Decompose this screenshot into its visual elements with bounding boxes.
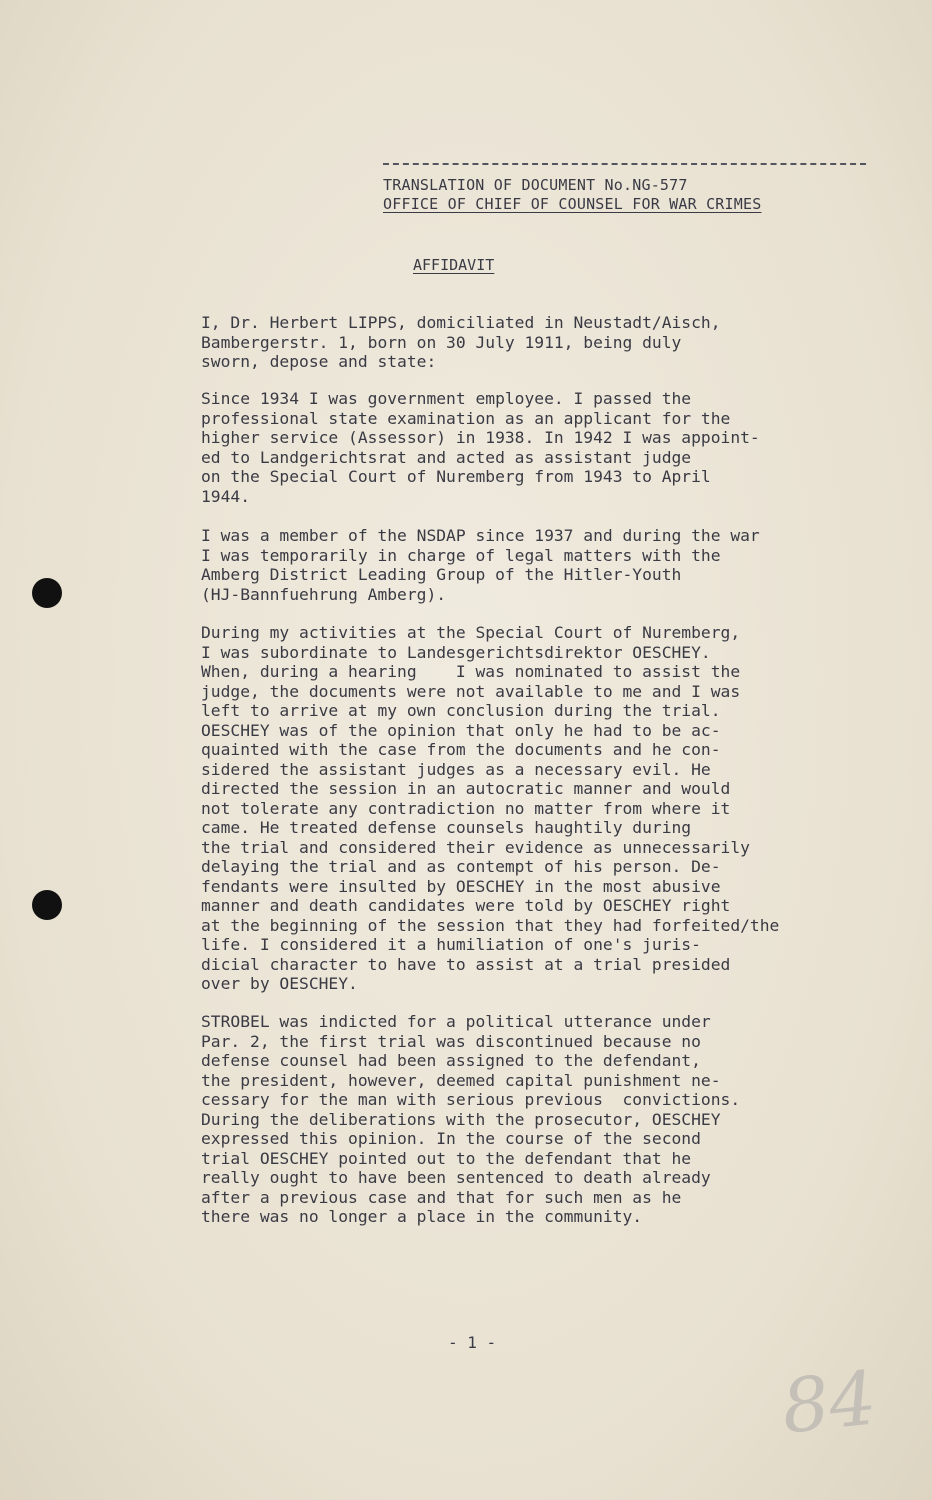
- punch-hole: [32, 890, 62, 920]
- office-header: OFFICE OF CHIEF OF COUNSEL FOR WAR CRIMES: [383, 195, 762, 213]
- paragraph-membership: I was a member of the NSDAP since 1937 and during the war I was temporarily in charge of legal matters with the Amberg District Leading Group of the Hitler-Youth (HJ-Bannfuehrung Amberg).: [201, 526, 760, 604]
- affidavit-title: AFFIDAVIT: [413, 256, 495, 274]
- punch-hole: [32, 578, 62, 608]
- paragraph-special-court: During my activities at the Special Court of Nuremberg, I was subordinate to Landesgerichtsdirektor OESCHEY. When, during a hearing I was nominated to assist the judge, the documents were not available to me and I was left to arrive at my own conclusion during the trial. OESCHEY was of the opinion that only he had to be ac- quainted with the case from the documents and he con- sidered the assistant judges as a necessary evil. He directed the session in an autocratic manner and would not tolerate any contradiction no matter from where it came. He treated defense counsels haughtily during the trial and considered their evidence as unnecessarily delaying the trial and as contempt of his person. De- fendants were insulted by OESCHEY in the most abusive manner and death candidates were told by OESCHEY right at the beginning of the session that they had forfeited/the life. I considered it a humiliation of one's juris- dicial character to have to assist at a trial presided over by OESCHEY.: [201, 623, 780, 993]
- paragraph-career: Since 1934 I was government employee. I passed the professional state examination as an applicant for the higher service (Assessor) in 1938. In 1942 I was appoint- ed to Landgerichtsrat and acted as assistant judge on the Special Court of Nuremberg from 1943 to April 1944.: [201, 389, 760, 506]
- header-dashed-rule: [383, 163, 866, 165]
- page-number: - 1 -: [448, 1333, 497, 1352]
- paragraph-strobel: STROBEL was indicted for a political utterance under Par. 2, the first trial was discontinued because no defense counsel had been assigned to the defendant, the president, however, deemed capital punishment ne- cessary for the man with serious previous convictions. During the deliberations with the prosecutor, OESCHEY expressed this opinion. In the course of the second trial OESCHEY pointed out to the defendant that he really ought to have been sentenced to death already after a previous case and that for such men as he there was no longer a place in the community.: [201, 1012, 741, 1226]
- paragraph-identity: I, Dr. Herbert LIPPS, domiciliated in Neustadt/Aisch, Bambergerstr. 1, born on 30 July 1911, being duly sworn, depose and state:: [201, 313, 721, 371]
- handwritten-page-number: 84: [777, 1355, 881, 1451]
- translation-header: TRANSLATION OF DOCUMENT No.NG-577: [383, 176, 688, 194]
